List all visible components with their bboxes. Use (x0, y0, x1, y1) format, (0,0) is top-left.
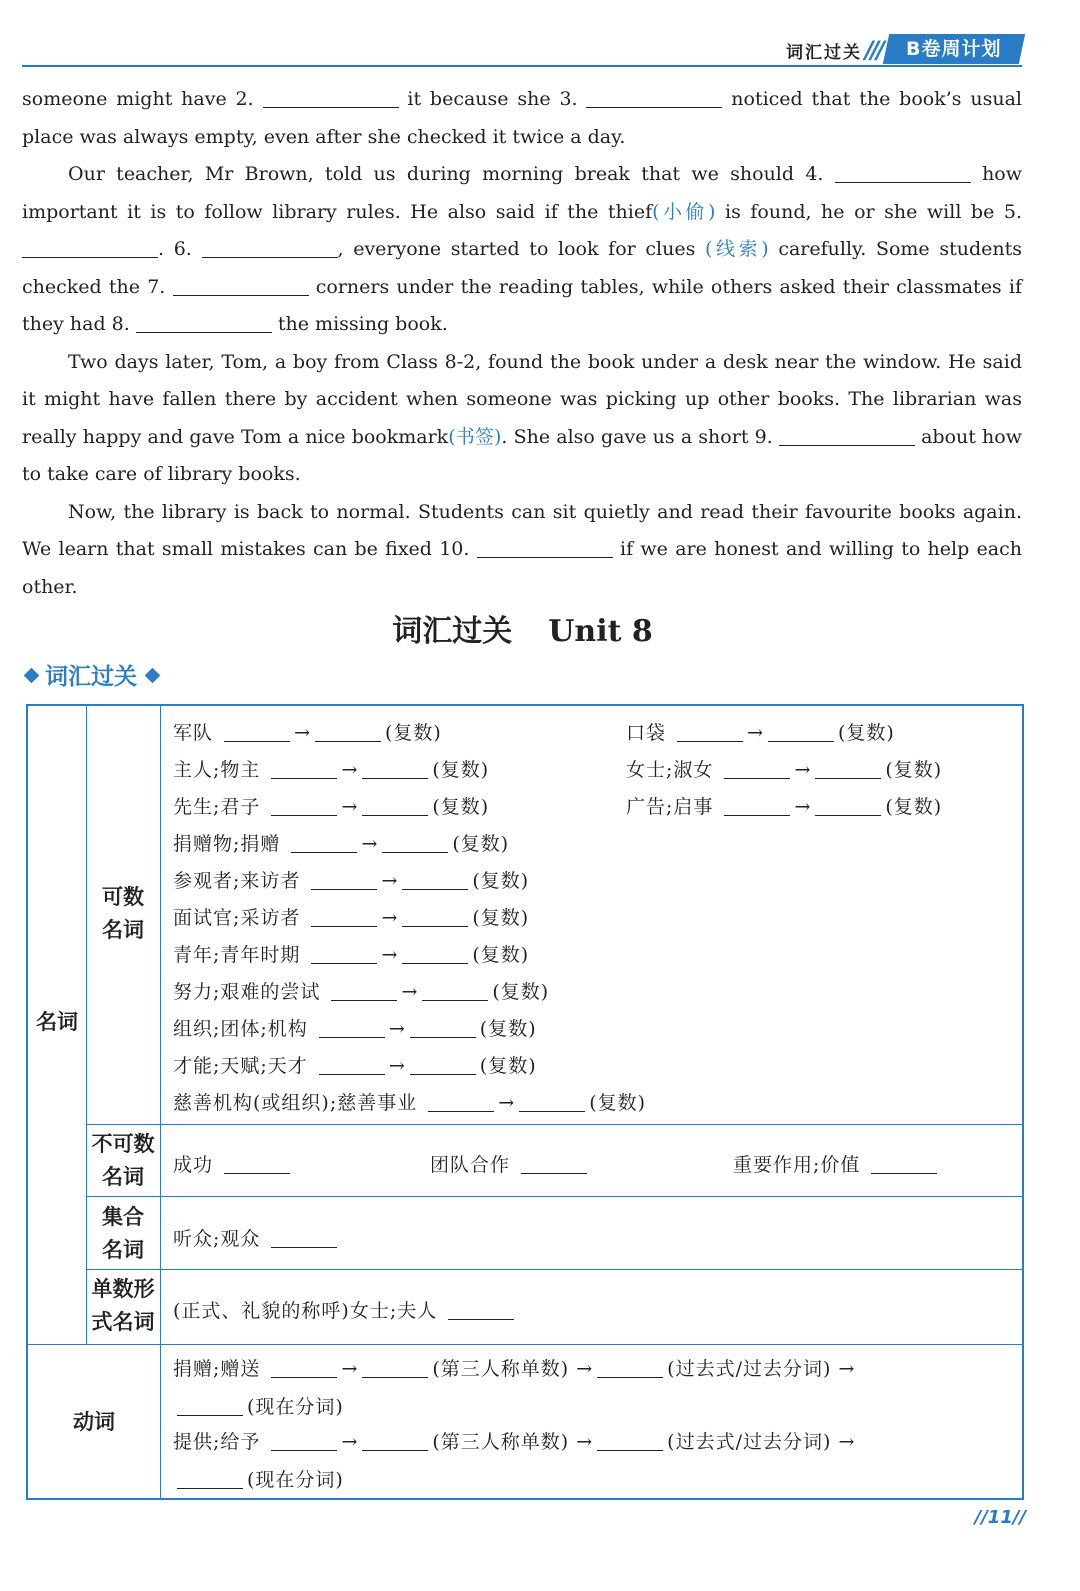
answer-blank[interactable] (402, 870, 468, 890)
answer-blank[interactable] (402, 907, 468, 927)
vocab-row: 军队 → (复数) (173, 722, 442, 744)
answer-blank[interactable] (815, 759, 881, 779)
answer-blank[interactable] (724, 759, 790, 779)
reading-passage (22, 81, 1022, 606)
diamond-icon (24, 668, 40, 684)
answer-blank[interactable] (521, 1154, 587, 1174)
answer-blank[interactable] (331, 981, 397, 1001)
answer-blank[interactable] (271, 1431, 337, 1451)
vocab-row: 才能;天赋;天才 → (复数) (173, 1055, 537, 1077)
answer-blank[interactable] (448, 1300, 514, 1320)
page-header (22, 34, 1058, 68)
blank-7[interactable] (173, 276, 309, 296)
vocab-row: 先生;君子 → (复数) (173, 796, 490, 818)
answer-blank[interactable] (597, 1431, 663, 1451)
answer-blank[interactable] (871, 1154, 937, 1174)
answer-blank[interactable] (362, 1431, 428, 1451)
blank-8[interactable] (136, 313, 272, 333)
answer-blank[interactable] (519, 1092, 585, 1112)
category-collective: 集合 名词 (102, 1205, 144, 1262)
diamond-icon (145, 668, 161, 684)
paragraph-4: Now, the library is back to normal. Students can sit quietly and read their favourite books again. We learn that small mistakes can be fixed 10. if we are honest and willing to help each other. (22, 500, 1022, 598)
answer-blank[interactable] (224, 722, 290, 742)
blank-2[interactable] (263, 88, 399, 108)
vocab-row: 主人;物主 → (复数) (173, 759, 490, 781)
vocab-row: 慈善机构(或组织);慈善事业 → (复数) (173, 1092, 647, 1114)
answer-blank[interactable] (271, 1228, 337, 1248)
blank-5[interactable] (22, 238, 158, 258)
paragraph-2: Our teacher, Mr Brown, told us during morning break that we should 4. how important it is to follow library rules. He also said if the thief(小偷) is found, he or she will be 5. . 6. , everyone started to look for clues (线索) carefully. Some students checked the 7. corners under the reading tables, while others asked their classmates if they had 8. the missing book. (22, 163, 1023, 335)
answer-blank[interactable] (410, 1055, 476, 1075)
header-badge: B卷周计划 (883, 34, 1025, 64)
page-number: //11// (974, 1507, 1026, 1528)
answer-blank[interactable] (362, 759, 428, 779)
vocab-row: (正式、礼貌的称呼)女士;夫人 (173, 1296, 518, 1323)
vocab-row: 青年;青年时期 → (复数) (173, 944, 530, 966)
vocab-row: 广告;启事 → (复数) (626, 796, 943, 818)
answer-blank[interactable] (311, 944, 377, 964)
vocab-row: 重要作用;价值 (733, 1150, 941, 1177)
section-title: 词汇过关 Unit 8 (392, 614, 653, 649)
answer-blank[interactable] (815, 796, 881, 816)
category-verb: 动词 (73, 1410, 115, 1434)
vocab-row: 女士;淑女 → (复数) (626, 759, 943, 781)
category-singular: 单数形 式名词 (91, 1277, 155, 1334)
vocab-row: 捐赠物;捐赠 → (复数) (173, 833, 510, 855)
answer-blank[interactable] (768, 722, 834, 742)
vocab-row: 努力;艰难的尝试 → (复数) (173, 981, 550, 1003)
answer-blank[interactable] (315, 722, 381, 742)
answer-blank[interactable] (177, 1469, 243, 1489)
answer-blank[interactable] (402, 944, 468, 964)
answer-blank[interactable] (724, 796, 790, 816)
answer-blank[interactable] (319, 1055, 385, 1075)
category-noun: 名词 (36, 1010, 78, 1034)
answer-blank[interactable] (177, 1396, 243, 1416)
answer-blank[interactable] (428, 1092, 494, 1112)
answer-blank[interactable] (677, 722, 743, 742)
answer-blank[interactable] (362, 1358, 428, 1378)
answer-blank[interactable] (271, 796, 337, 816)
vocab-row: 口袋 → (复数) (626, 722, 895, 744)
verb-row: (现在分词) (173, 1465, 344, 1492)
vocab-row: 成功 (173, 1150, 294, 1177)
verb-row: (现在分词) (173, 1392, 344, 1419)
answer-blank[interactable] (362, 796, 428, 816)
category-countable: 可数 名词 (102, 885, 144, 942)
answer-blank[interactable] (382, 833, 448, 853)
answer-blank[interactable] (311, 870, 377, 890)
blank-9[interactable] (779, 426, 915, 446)
verb-row: 提供;给予 → (第三人称单数) → (过去式/过去分词) → (173, 1431, 856, 1453)
answer-blank[interactable] (224, 1154, 290, 1174)
blank-4[interactable] (835, 163, 971, 183)
blank-6[interactable] (202, 238, 338, 258)
vocabulary-table (26, 704, 1024, 1500)
vocab-row: 团队合作 (430, 1150, 591, 1177)
vocab-row: 面试官;采访者 → (复数) (173, 907, 530, 929)
header-slashes: /// (864, 36, 882, 64)
paragraph-1: someone might have 2. it because she 3. noticed that the book’s usual place was always empty, even after she checked it twice a day. (22, 88, 1022, 148)
vocab-row: 听众;观众 (173, 1224, 341, 1251)
answer-blank[interactable] (271, 1358, 337, 1378)
answer-blank[interactable] (319, 1018, 385, 1038)
answer-blank[interactable] (422, 981, 488, 1001)
sub-title: 词汇过关 (22, 658, 166, 691)
vocab-row: 组织;团体;机构 → (复数) (173, 1018, 537, 1040)
answer-blank[interactable] (271, 759, 337, 779)
vocab-row: 参观者;来访者 → (复数) (173, 870, 530, 892)
answer-blank[interactable] (410, 1018, 476, 1038)
verb-row: 捐赠;赠送 → (第三人称单数) → (过去式/过去分词) → (173, 1358, 856, 1380)
answer-blank[interactable] (311, 907, 377, 927)
answer-blank[interactable] (597, 1358, 663, 1378)
answer-blank[interactable] (291, 833, 357, 853)
header-title: 词汇过关 (786, 43, 862, 63)
category-uncountable: 不可数 名词 (91, 1132, 155, 1189)
blank-10[interactable] (477, 538, 613, 558)
blank-3[interactable] (586, 88, 722, 108)
paragraph-3: Two days later, Tom, a boy from Class 8-2, found the book under a desk near the window. He said it might have fallen there by accident when someone was picking up other books. The librarian was really happy and gave Tom a nice bookmark(书签). She also gave us a short 9. about how to take care of library books. (22, 350, 1022, 485)
header-rule (22, 65, 1022, 67)
